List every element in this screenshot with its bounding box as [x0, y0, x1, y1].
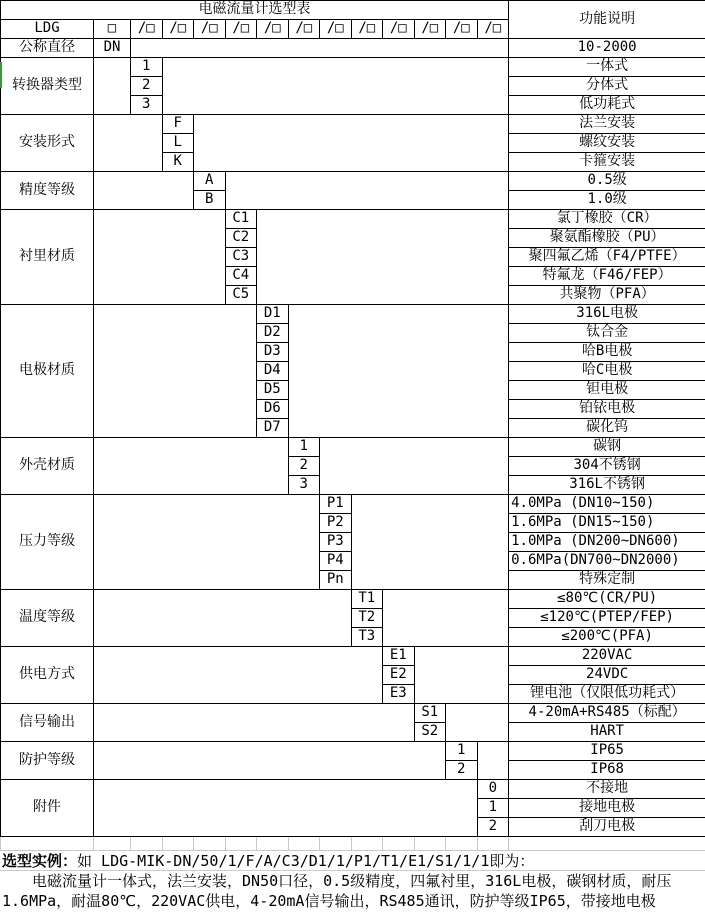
section-label-diameter: 公称直径 [1, 39, 94, 58]
option-code: B [194, 191, 226, 210]
grid-cell [225, 837, 257, 851]
option-desc: 低功耗式 [509, 96, 705, 115]
grid-cell [162, 837, 194, 851]
section-label: 外壳材质 [1, 438, 94, 495]
option-desc: 卡箍安装 [509, 153, 705, 172]
option-code: C1 [225, 210, 257, 229]
option-desc: 1.6MPa (DN15~150) [509, 514, 705, 533]
spacer-cell [94, 115, 163, 172]
option-desc: IP68 [509, 761, 705, 780]
spacer-cell [94, 210, 226, 305]
option-desc: 316L电极 [509, 305, 705, 324]
model-slot: /□ [162, 20, 194, 39]
option-desc: 分体式 [509, 77, 705, 96]
option-desc: HART [509, 723, 705, 742]
option-code: D5 [257, 381, 289, 400]
option-code: 2 [288, 457, 320, 476]
spacer-cell [131, 39, 509, 58]
spacer-cell [320, 438, 509, 495]
empty-grid-row [1, 837, 705, 851]
option-desc: 10-2000 [509, 39, 705, 58]
section-label: 附件 [1, 780, 94, 837]
option-code: 1 [446, 742, 478, 761]
option-desc: 螺纹安装 [509, 134, 705, 153]
table-title: 电磁流量计选型表 [1, 1, 509, 20]
option-desc: 304不锈钢 [509, 457, 705, 476]
option-code: 3 [131, 96, 163, 115]
grid-cell [414, 837, 446, 851]
spacer-cell [94, 742, 446, 780]
option-desc: 4-20mA+RS485（标配） [509, 704, 705, 723]
option-code: 2 [131, 77, 163, 96]
spacer-cell [414, 647, 509, 704]
option-code: D6 [257, 400, 289, 419]
option-desc: 哈C电极 [509, 362, 705, 381]
option-code: 2 [446, 761, 478, 780]
option-code: A [194, 172, 226, 191]
section-label: 温度等级 [1, 590, 94, 647]
option-code: S2 [414, 723, 446, 742]
option-desc: 特氟龙（F46/FEP） [509, 267, 705, 286]
spacer-cell [94, 647, 383, 704]
option-code: C5 [225, 286, 257, 305]
option-desc: ≤80℃(CR/PU) [509, 590, 705, 609]
selection-example [0, 851, 705, 911]
option-code: 0 [477, 780, 509, 799]
section-label: 供电方式 [1, 647, 94, 704]
option-desc: 24VDC [509, 666, 705, 685]
option-code: C4 [225, 267, 257, 286]
grid-cell [509, 837, 705, 851]
model-slot: /□ [131, 20, 163, 39]
option-desc: 不接地 [509, 780, 705, 799]
option-code: C3 [225, 248, 257, 267]
grid-cell [94, 837, 131, 851]
spacer-cell [477, 742, 509, 780]
spacer-cell [446, 704, 509, 742]
option-code: D3 [257, 343, 289, 362]
grid-cell [383, 837, 415, 851]
option-desc: 聚氨酯橡胶（PU） [509, 229, 705, 248]
option-code: S1 [414, 704, 446, 723]
model-slot: /□ [225, 20, 257, 39]
grid-cell [131, 837, 163, 851]
option-desc: 铂铱电极 [509, 400, 705, 419]
option-code: P4 [320, 552, 352, 571]
option-code: F [162, 115, 194, 134]
example-label: 选型实例： [2, 852, 78, 870]
spacer-cell [257, 210, 509, 305]
spacer-cell [94, 172, 194, 210]
model-slot: /□ [320, 20, 352, 39]
option-code: D7 [257, 419, 289, 438]
option-desc: ≤200℃(PFA) [509, 628, 705, 647]
option-code: 1 [288, 438, 320, 457]
spacer-cell [94, 590, 352, 647]
option-code: 2 [477, 818, 509, 837]
section-label: 安装形式 [1, 115, 94, 172]
spacer-cell [383, 590, 509, 647]
grid-cell [1, 837, 94, 851]
option-desc: ≤120℃(PTEP/FEP) [509, 609, 705, 628]
option-code: P3 [320, 533, 352, 552]
option-desc: 1.0级 [509, 191, 705, 210]
option-desc: 220VAC [509, 647, 705, 666]
selection-artifact-mark [0, 62, 2, 88]
grid-cell [446, 837, 478, 851]
option-desc: 316L不锈钢 [509, 476, 705, 495]
option-desc: 哈B电极 [509, 343, 705, 362]
section-label: 衬里材质 [1, 210, 94, 305]
option-code: T2 [351, 609, 383, 628]
spacer-cell [162, 58, 509, 115]
example-description: 电磁流量计一体式，法兰安装，DN50口径，0.5级精度，四氟衬里，316L电极，碳钢材质，耐压1.6MPa，耐温80℃，220VAC供电，4-20mA信号输出，RS485通讯，防护等级IP65，带接地电极 [2, 872, 672, 910]
option-code: E1 [383, 647, 415, 666]
example-intro: 如 LDG-MIK-DN/50/1/F/A/C3/D1/1/P1/T1/E1/S1/1/1即为： [77, 852, 535, 870]
option-code: DN [94, 39, 131, 58]
grid-cell [351, 837, 383, 851]
grid-cell [288, 837, 320, 851]
option-desc: 碳钢 [509, 438, 705, 457]
option-desc: 4.0MPa (DN10~150) [509, 495, 705, 514]
option-code: T1 [351, 590, 383, 609]
option-code: D1 [257, 305, 289, 324]
option-desc: 0.5级 [509, 172, 705, 191]
section-label: 精度等级 [1, 172, 94, 210]
option-desc: 聚四氟乙烯（F4/PTFE） [509, 248, 705, 267]
spacer-cell [94, 305, 257, 438]
example-heading-line [0, 851, 705, 871]
option-code: 1 [477, 799, 509, 818]
option-desc: 1.0MPa (DN200~DN600) [509, 533, 705, 552]
option-code: 3 [288, 476, 320, 495]
section-label: 压力等级 [1, 495, 94, 590]
model-slot: /□ [288, 20, 320, 39]
option-code: T3 [351, 628, 383, 647]
option-desc: 接地电极 [509, 799, 705, 818]
model-slot: /□ [351, 20, 383, 39]
option-desc: 一体式 [509, 58, 705, 77]
option-desc: 刮刀电极 [509, 818, 705, 837]
model-slot: □ [94, 20, 131, 39]
option-desc: 钽电极 [509, 381, 705, 400]
section-label: 转换器类型 [1, 58, 94, 115]
option-desc: 法兰安装 [509, 115, 705, 134]
option-code: Pn [320, 571, 352, 590]
section-label: 电极材质 [1, 305, 94, 438]
spacer-cell [94, 780, 478, 837]
spacer-cell [94, 704, 415, 742]
option-desc: 氯丁橡胶（CR） [509, 210, 705, 229]
option-code: E3 [383, 685, 415, 704]
section-label: 信号输出 [1, 704, 94, 742]
option-code: C2 [225, 229, 257, 248]
model-slot: /□ [383, 20, 415, 39]
spacer-cell [288, 305, 509, 438]
option-code: K [162, 153, 194, 172]
option-code: D4 [257, 362, 289, 381]
option-desc: 共聚物（PFA） [509, 286, 705, 305]
grid-cell [194, 837, 226, 851]
option-desc: 碳化钨 [509, 419, 705, 438]
option-desc: 特殊定制 [509, 571, 705, 590]
option-desc: 钛合金 [509, 324, 705, 343]
model-slot: /□ [477, 20, 509, 39]
model-slot: /□ [414, 20, 446, 39]
function-column-header: 功能说明 [509, 1, 705, 39]
option-code: P1 [320, 495, 352, 514]
model-slot: /□ [257, 20, 289, 39]
grid-cell [257, 837, 289, 851]
model-slot: /□ [446, 20, 478, 39]
option-code: L [162, 134, 194, 153]
spacer-cell [351, 495, 509, 590]
spacer-cell [194, 115, 509, 172]
grid-cell [320, 837, 352, 851]
spacer-cell [94, 58, 131, 115]
model-prefix: LDG [1, 20, 94, 39]
option-desc: 锂电池（仅限低功耗式） [509, 685, 705, 704]
spacer-cell [94, 495, 320, 590]
section-label: 防护等级 [1, 742, 94, 780]
model-slot: /□ [194, 20, 226, 39]
option-code: D2 [257, 324, 289, 343]
option-code: P2 [320, 514, 352, 533]
spacer-cell [94, 438, 289, 495]
option-desc: IP65 [509, 742, 705, 761]
spacer-cell [225, 172, 509, 210]
option-code: E2 [383, 666, 415, 685]
option-code: 1 [131, 58, 163, 77]
grid-cell [477, 837, 509, 851]
option-desc: 0.6MPa(DN700~DN2000) [509, 552, 705, 571]
